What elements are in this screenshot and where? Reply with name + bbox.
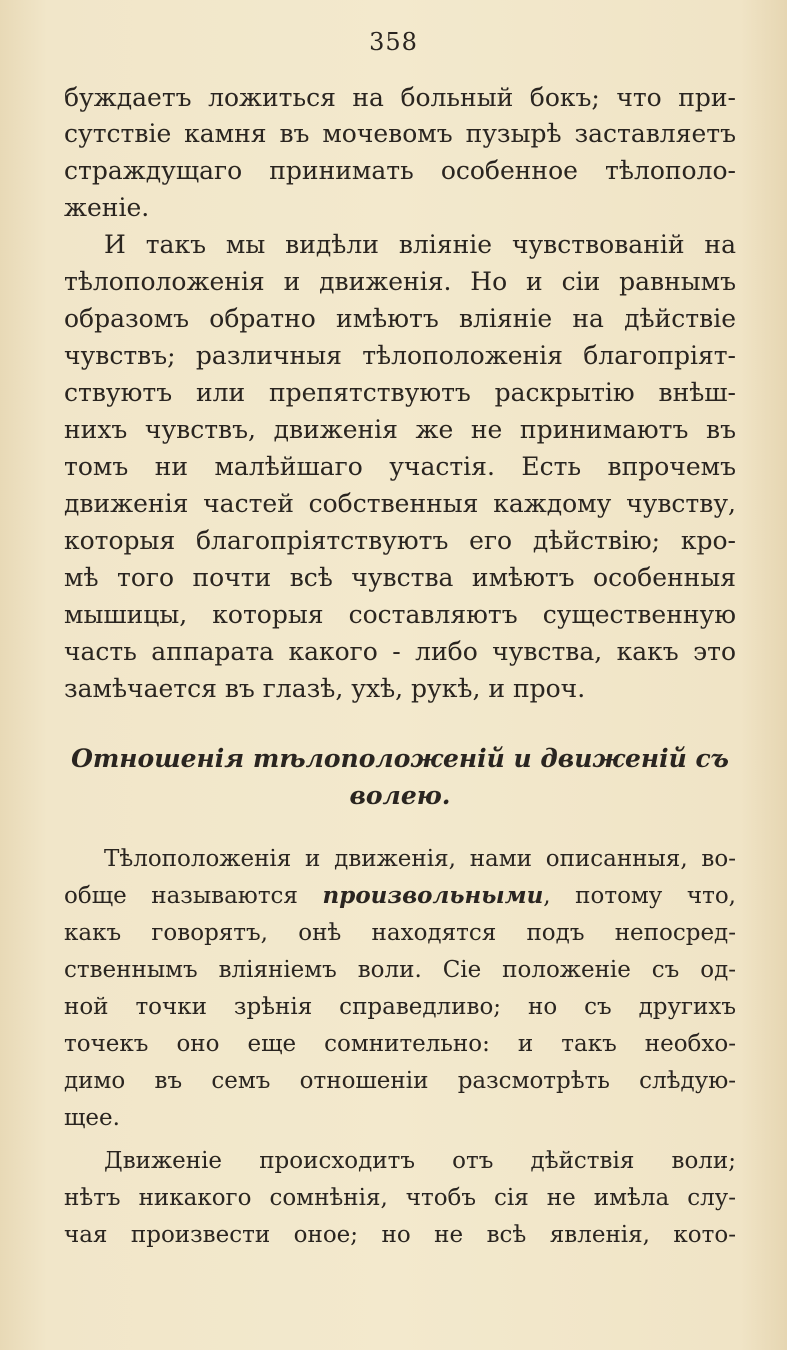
text-line: тѣлоположенія и движенія. Но и сіи равнымъ [64, 267, 736, 296]
text-line: сутствіе камня въ мочевомъ пузырѣ заставляетъ [64, 119, 736, 148]
text-line: нихъ чувствъ, движенія же не принимаютъ въ [64, 415, 736, 444]
section-heading-continued: волею. [349, 781, 451, 810]
text-segment: , потому что, [543, 883, 736, 909]
text-line: Тѣлоположенія и движенія, нами описанныя, во- [104, 846, 736, 872]
text-line: образомъ обратно имѣютъ вліяніе на дѣйствіе [64, 304, 736, 333]
text-line: чая произвести оное; но не всѣ явленія, кото- [64, 1222, 736, 1248]
text-line: какъ говорятъ, онѣ находятся подъ непосред- [64, 920, 736, 946]
text-line: ственнымъ вліяніемъ воли. Сіе положеніе съ од- [64, 957, 736, 983]
text-line: ной точки зрѣнія справедливо; но съ другихъ [64, 994, 736, 1020]
text-line: мышицы, которыя составляютъ существенную [64, 600, 736, 629]
text-line: ствуютъ или препятствуютъ раскрытію внѣш- [64, 378, 736, 407]
emphasized-term: произвольными [322, 882, 544, 909]
text-line: движенія частей собственныя каждому чувству, [64, 489, 736, 518]
text-segment: обще называются [64, 883, 298, 909]
text-line: страждущаго принимать особенное тѣлополо- [64, 156, 736, 185]
text-line: Движеніе происходитъ отъ дѣйствія воли; [104, 1148, 736, 1174]
text-line: часть аппарата какого - либо чувства, какъ это [64, 637, 736, 666]
text-line [64, 880, 736, 912]
text-line: щее. [64, 1105, 120, 1131]
text-line: томъ ни малѣйшаго участія. Есть впрочемъ [64, 452, 736, 481]
text-line: чувствъ; различныя тѣлоположенія благопріят- [64, 341, 736, 370]
text-line: точекъ оно еще сомнительно: и такъ необхо- [64, 1031, 736, 1057]
text-line: димо въ семъ отношеніи разсмотрѣть слѣдую- [64, 1068, 736, 1094]
text-line: мѣ того почти всѣ чувства имѣютъ особенныя [64, 563, 736, 592]
text-line: нѣтъ никакого сомнѣнія, чтобъ сія не имѣла слу- [64, 1185, 736, 1211]
text-line: которыя благопріятствуютъ его дѣйствію; кро- [64, 526, 736, 555]
page-number: 358 [369, 28, 418, 56]
section-heading: Отношенія тѣлоположеній и движеній съ [71, 744, 729, 773]
text-line: буждаетъ ложиться на больный бокъ; что при- [64, 83, 736, 112]
text-line: замѣчается въ глазѣ, ухѣ, рукѣ, и проч. [64, 674, 586, 703]
text-line: женіе. [64, 193, 150, 222]
text-line: И такъ мы видѣли вліяніе чувствованій на [104, 230, 736, 259]
